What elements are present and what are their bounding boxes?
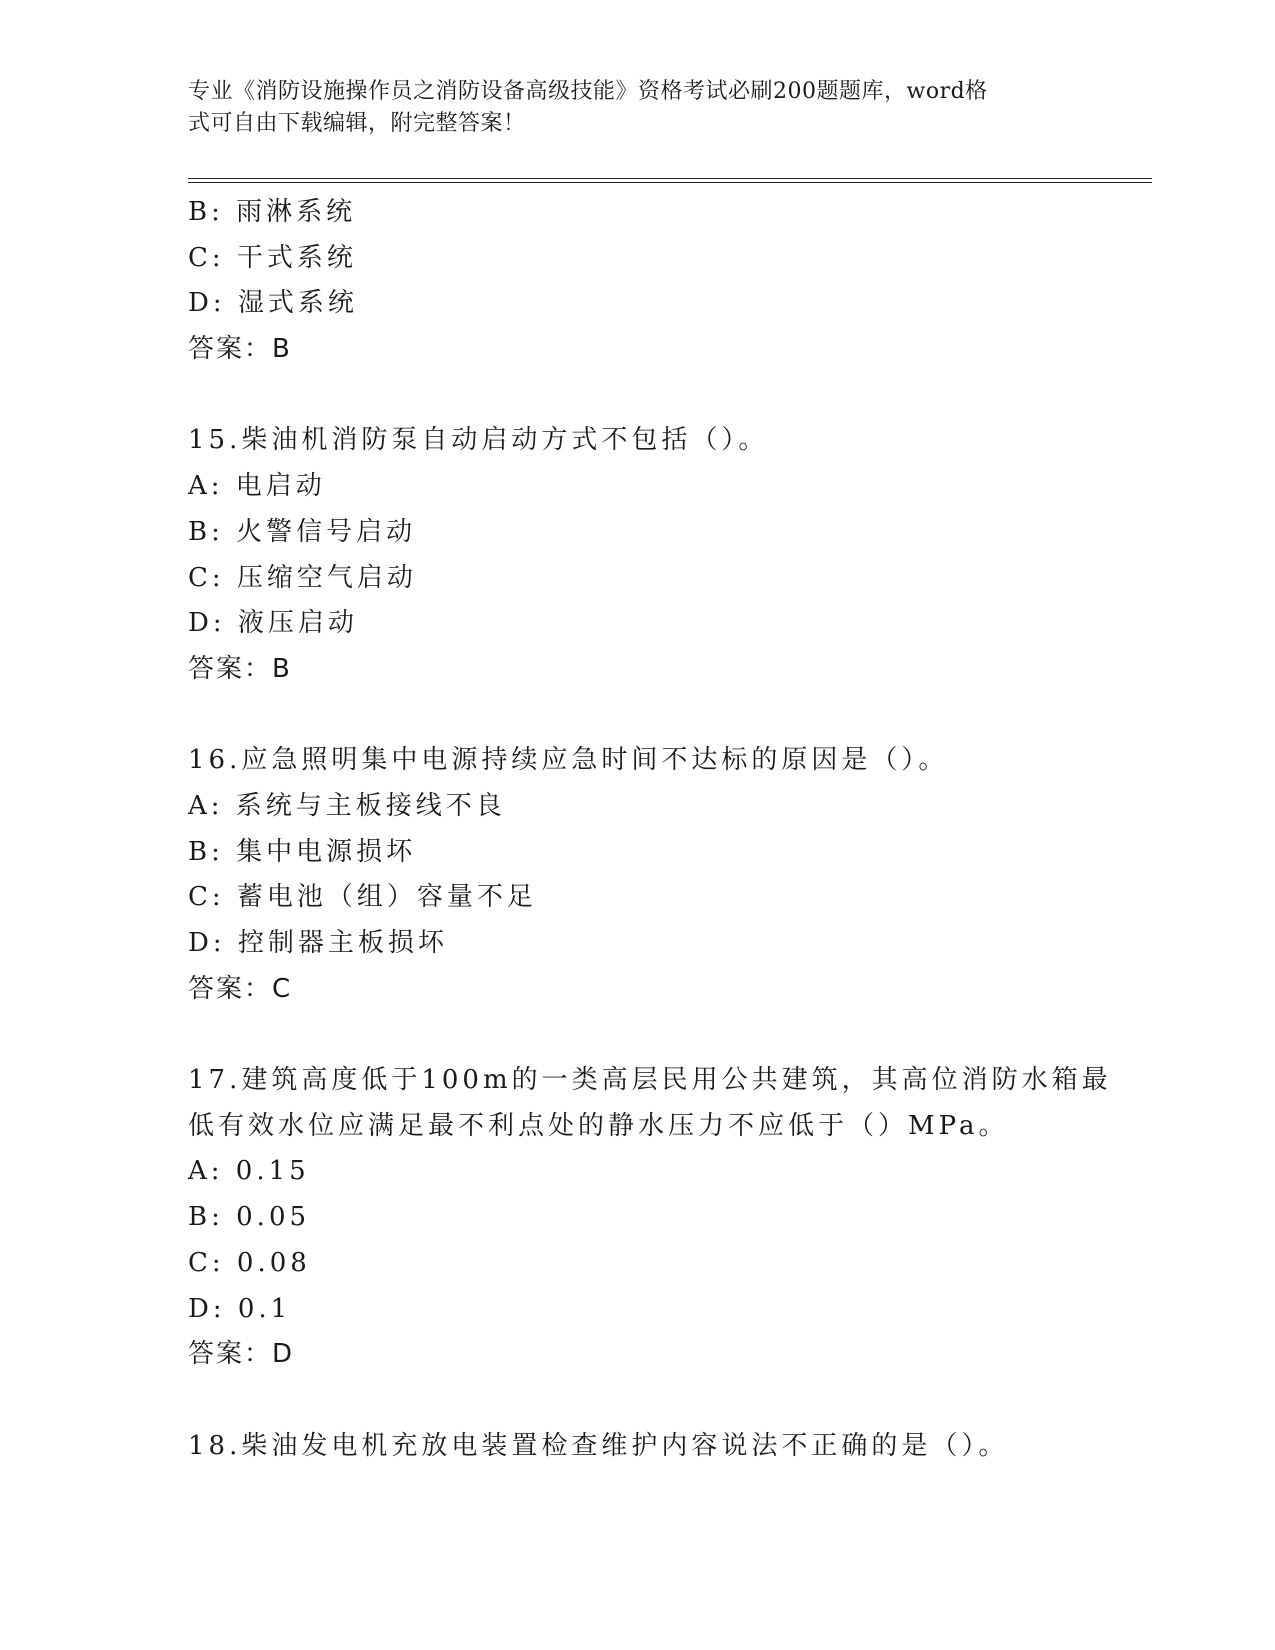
answer-label: 答案：B [188, 334, 292, 365]
option-d: D: 控制器主板损坏 [188, 928, 448, 958]
option-d: D: 0.1 [188, 1293, 292, 1324]
spacer [188, 1012, 1088, 1058]
spacer [188, 373, 1088, 419]
option-a: A: 0.15 [188, 1156, 310, 1187]
answer-label: 答案：D [188, 1339, 295, 1370]
spacer [188, 693, 1088, 739]
option-a: A: 电启动 [188, 471, 326, 502]
spacer [188, 1378, 1088, 1424]
question-text: 15.柴油机消防泵自动启动方式不包括（）。 [188, 425, 769, 456]
header-line-2: 式可自由下载编辑，附完整答案！ [188, 111, 526, 136]
question-18 [188, 1424, 1088, 1470]
header-divider-top [188, 178, 1152, 179]
document-header [188, 76, 1068, 140]
option-b: B: 火警信号启动 [188, 516, 417, 547]
question-text-line-1: 17.建筑高度低于100m的一类高层民用公共建筑，其高位消防水箱最 [188, 1065, 1112, 1096]
question-17 [188, 1058, 1112, 1378]
option-d: D: 液压启动 [188, 608, 358, 639]
option-c: C: 蓄电池（组）容量不足 [188, 882, 537, 913]
option-c: C: 干式系统 [188, 242, 357, 273]
option-c: C: 0.08 [188, 1247, 311, 1278]
header-line-1: 专业《消防设施操作员之消防设备高级技能》资格考试必刷200题题库，word格 [188, 79, 988, 104]
question-text-line-2: 低有效水位应满足最不利点处的静水压力不应低于（）MPa。 [188, 1110, 1009, 1141]
answer-label: 答案：B [188, 653, 292, 684]
option-c: C: 压缩空气启动 [188, 562, 417, 593]
question-15 [188, 418, 1088, 692]
option-d: D: 湿式系统 [188, 288, 358, 319]
question-list [188, 190, 1112, 1469]
question-14-tail [188, 190, 1088, 373]
header-divider-bottom [188, 182, 1152, 183]
answer-label: 答案：C [188, 973, 293, 1004]
option-a: A: 系统与主板接线不良 [188, 790, 506, 821]
question-16 [188, 738, 1088, 1012]
question-text: 18.柴油发电机充放电装置检查维护内容说法不正确的是（）。 [188, 1430, 1009, 1461]
question-text: 16.应急照明集中电源持续应急时间不达标的原因是（）。 [188, 745, 949, 776]
option-b: B: 集中电源损坏 [188, 836, 417, 867]
option-b: B: 0.05 [188, 1202, 311, 1233]
option-b: B: 雨淋系统 [188, 197, 357, 227]
